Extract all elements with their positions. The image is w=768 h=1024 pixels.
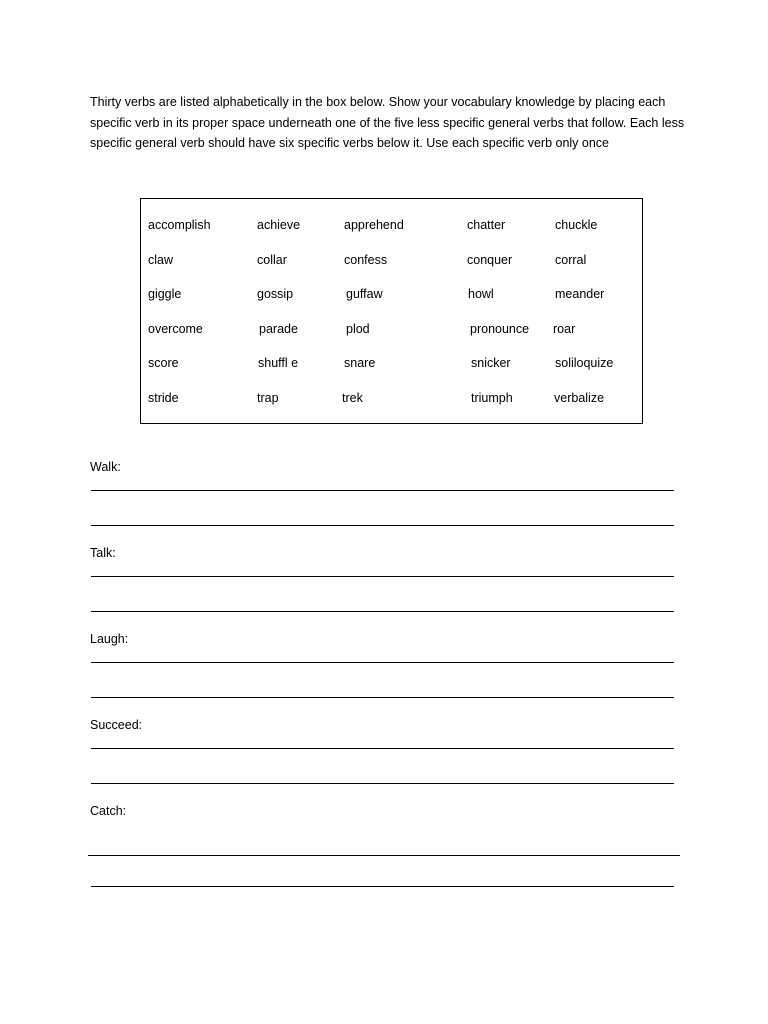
verb-word: confess — [344, 253, 388, 267]
verb-row — [141, 284, 642, 304]
verb-word: guffaw — [346, 287, 383, 301]
verb-word: triumph — [471, 391, 513, 405]
verb-word: achieve — [257, 218, 301, 232]
instructions-text: Thirty verbs are listed alphabetically in the box below. Show your vocabulary knowledge by placing each specific verb in its proper space underneath one of the five less specific general verbs that follow. Each less specific general verb should have six specific verbs below it. Use each specific verb only once — [90, 95, 685, 150]
section-label-succeed: Succeed: — [90, 718, 143, 732]
verb-word: plod — [346, 322, 370, 336]
verb-word: accomplish — [148, 218, 211, 232]
verb-row — [141, 388, 642, 408]
verb-word: howl — [468, 287, 494, 301]
section-label-catch: Catch: — [90, 804, 127, 818]
verb-word: corral — [555, 253, 587, 267]
verb-word: meander — [555, 287, 605, 301]
verb-word: gossip — [257, 287, 294, 301]
verb-word: parade — [259, 322, 298, 336]
section-label-walk: Walk: — [90, 460, 121, 474]
verb-row — [141, 215, 642, 235]
answer-line[interactable] — [91, 662, 674, 663]
answer-line[interactable] — [91, 525, 674, 526]
answer-line[interactable] — [91, 886, 674, 887]
verb-word: stride — [148, 391, 179, 405]
verb-word: collar — [257, 253, 287, 267]
answer-line[interactable] — [91, 576, 674, 577]
verb-word: chuckle — [555, 218, 598, 232]
answer-line[interactable] — [91, 697, 674, 698]
verb-list-box — [140, 198, 643, 424]
verb-word: trek — [342, 391, 363, 405]
verb-word: conquer — [467, 253, 513, 267]
verb-word: pronounce — [470, 322, 530, 336]
answer-line[interactable] — [91, 611, 674, 612]
section-label-laugh: Laugh: — [90, 632, 129, 646]
verb-word: verbalize — [554, 391, 605, 405]
answer-line[interactable] — [91, 783, 674, 784]
verb-word: trap — [257, 391, 279, 405]
verb-word: claw — [148, 253, 174, 267]
verb-word: roar — [553, 322, 576, 336]
verb-word: shuffl e — [258, 356, 299, 370]
verb-word: snicker — [471, 356, 511, 370]
answer-line[interactable] — [88, 855, 680, 856]
verb-word: giggle — [148, 287, 182, 301]
verb-row — [141, 353, 642, 373]
verb-word: chatter — [467, 218, 506, 232]
verb-word: score — [148, 356, 179, 370]
section-label-talk: Talk: — [90, 546, 116, 560]
verb-word: snare — [344, 356, 376, 370]
verb-row — [141, 319, 642, 339]
verb-word: overcome — [148, 322, 203, 336]
verb-word: soliloquize — [555, 356, 614, 370]
answer-line[interactable] — [91, 490, 674, 491]
answer-line[interactable] — [91, 748, 674, 749]
verb-row — [141, 250, 642, 270]
verb-word: apprehend — [344, 218, 404, 232]
